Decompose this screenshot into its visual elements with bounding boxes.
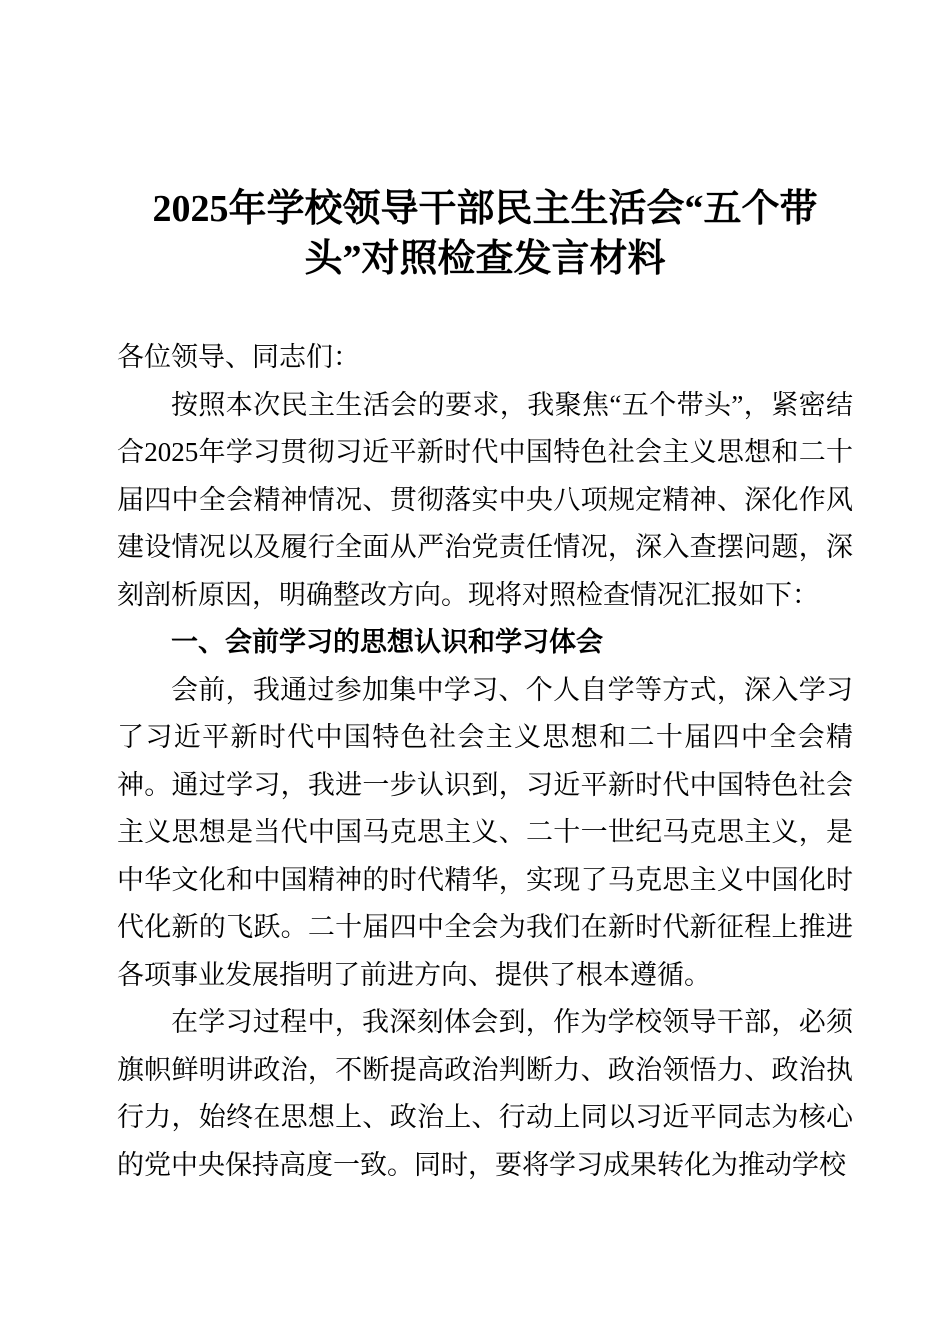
body-paragraph: 按照本次民主生活会的要求，我聚焦“五个带头”，紧密结合2025年学习贯彻习近平新时代中国特色社会主义思想和二十届四中全会精神情况、贯彻落实中央八项规定精神、深化作风建设情况以及履行全面从严治党责任情况，深入查摆问题，深刻剖析原因，明确整改方向。现将对照检查情况汇报如下： xyxy=(117,389,853,610)
body-paragraph: 会前，我通过参加集中学习、个人自学等方式，深入学习了习近平新时代中国特色社会主义思想和二十届四中全会精神。通过学习，我进一步认识到，习近平新时代中国特色社会主义思想是当代中国马克思主义、二十一世纪马克思主义，是中华文化和中国精神的时代精华，实现了马克思主义中国化时代化新的飞跃。二十届四中全会为我们在新时代新征程上推进各项事业发展指明了前进方向、提供了根本遵循。 xyxy=(117,674,853,990)
body-paragraph: 在学习过程中，我深刻体会到，作为学校领导干部，必须旗帜鲜明讲政治，不断提高政治判断力、政治领悟力、政治执行力，始终在思想上、政治上、行动上同以习近平同志为核心的党中央保持高度一致。同时，要将学习成果转化为推动学校 xyxy=(117,1007,853,1180)
paragraph-list xyxy=(117,382,853,1190)
salutation: 各位领导、同志们： xyxy=(117,342,360,372)
document-title: 2025年学校领导干部民主生活会“五个带头”对照检查发言材料 xyxy=(152,188,818,280)
section-heading: 一、会前学习的思想认识和学习体会 xyxy=(171,627,603,657)
document-body xyxy=(117,334,853,1189)
